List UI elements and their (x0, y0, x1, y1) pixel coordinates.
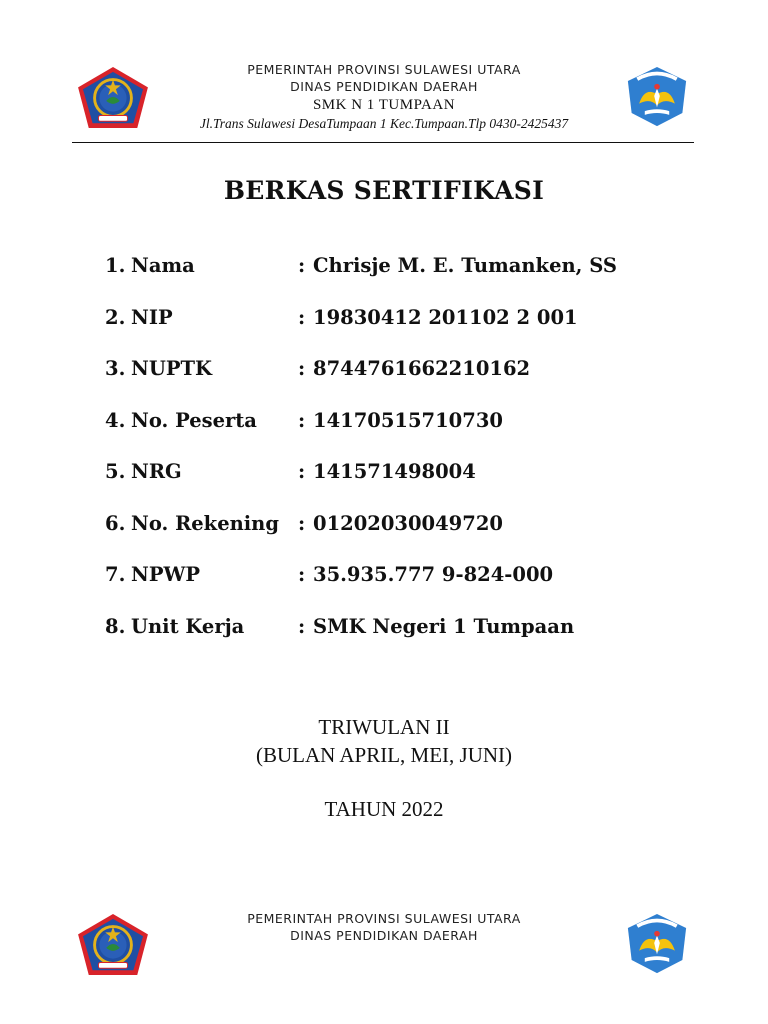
field-label: NIP (131, 305, 173, 329)
field-separator: : (298, 357, 306, 380)
document-title: BERKAS SERTIFIKASI (223, 176, 545, 205)
field-value: 35.935.777 9-824-000 (313, 563, 554, 586)
field-number: 6. (105, 511, 126, 535)
field-separator: : (298, 563, 306, 586)
letterhead-address: Jl.Trans Sulawesi DesaTumpaan 1 Kec.Tumpaan.Tlp 0430-2425437 (199, 116, 569, 131)
field-label: NRG (131, 460, 182, 483)
footer-department: DINAS PENDIDIKAN DAERAH (290, 928, 478, 943)
period-year: TAHUN 2022 (324, 797, 444, 821)
field-label: Unit Kerja (131, 614, 245, 638)
field-number: 3. (105, 357, 126, 380)
field-value: 8744761662210162 (313, 357, 531, 380)
letterhead-government: PEMERINTAH PROVINSI SULAWESI UTARA (247, 62, 521, 77)
field-value: 01202030049720 (313, 511, 503, 535)
field-separator: : (298, 511, 306, 535)
field-label: No. Peserta (131, 408, 257, 432)
field-number: 4. (105, 408, 126, 432)
letterhead-school: SMK N 1 TUMPAAN (312, 97, 456, 113)
field-row-no-rekening (105, 510, 705, 562)
field-row-nrg (105, 458, 705, 510)
field-separator: : (298, 254, 306, 277)
sulawesi-utara-emblem-icon (76, 66, 150, 130)
letterhead-divider (72, 142, 694, 143)
field-label: NUPTK (131, 357, 212, 380)
field-number: 8. (105, 614, 126, 638)
field-row-nip (105, 304, 705, 356)
field-number: 2. (105, 305, 126, 329)
period-triwulan: TRIWULAN II (318, 715, 450, 739)
field-value: 141571498004 (313, 460, 476, 483)
footer-letterhead (150, 910, 618, 944)
footer-government: PEMERINTAH PROVINSI SULAWESI UTARA (247, 911, 521, 926)
letterhead (150, 61, 618, 133)
period-months: (BULAN APRIL, MEI, JUNI) (255, 743, 513, 767)
field-separator: : (298, 460, 306, 483)
field-value: SMK Negeri 1 Tumpaan (313, 614, 575, 638)
tut-wuri-handayani-emblem-icon (624, 913, 690, 975)
field-label: No. Rekening (131, 511, 279, 535)
field-row-nama (105, 252, 705, 304)
field-row-nuptk (105, 355, 705, 407)
field-value: Chrisje M. E. Tumanken, SS (313, 254, 617, 277)
field-row-no-peserta (105, 407, 705, 459)
field-row-npwp (105, 561, 705, 613)
field-number: 7. (105, 563, 126, 586)
field-number: 1. (105, 254, 126, 277)
field-row-unit-kerja (105, 613, 705, 665)
field-value: 19830412 201102 2 001 (313, 305, 578, 329)
field-label: Nama (131, 254, 195, 277)
field-number: 5. (105, 460, 126, 483)
letterhead-department: DINAS PENDIDIKAN DAERAH (290, 79, 478, 94)
field-value: 14170515710730 (313, 408, 503, 432)
field-separator: : (298, 408, 306, 432)
field-label: NPWP (131, 563, 201, 586)
tut-wuri-handayani-emblem-icon (624, 66, 690, 128)
field-separator: : (298, 614, 306, 638)
identity-fields (105, 252, 705, 664)
sulawesi-utara-emblem-icon (76, 913, 150, 977)
field-separator: : (298, 305, 306, 329)
